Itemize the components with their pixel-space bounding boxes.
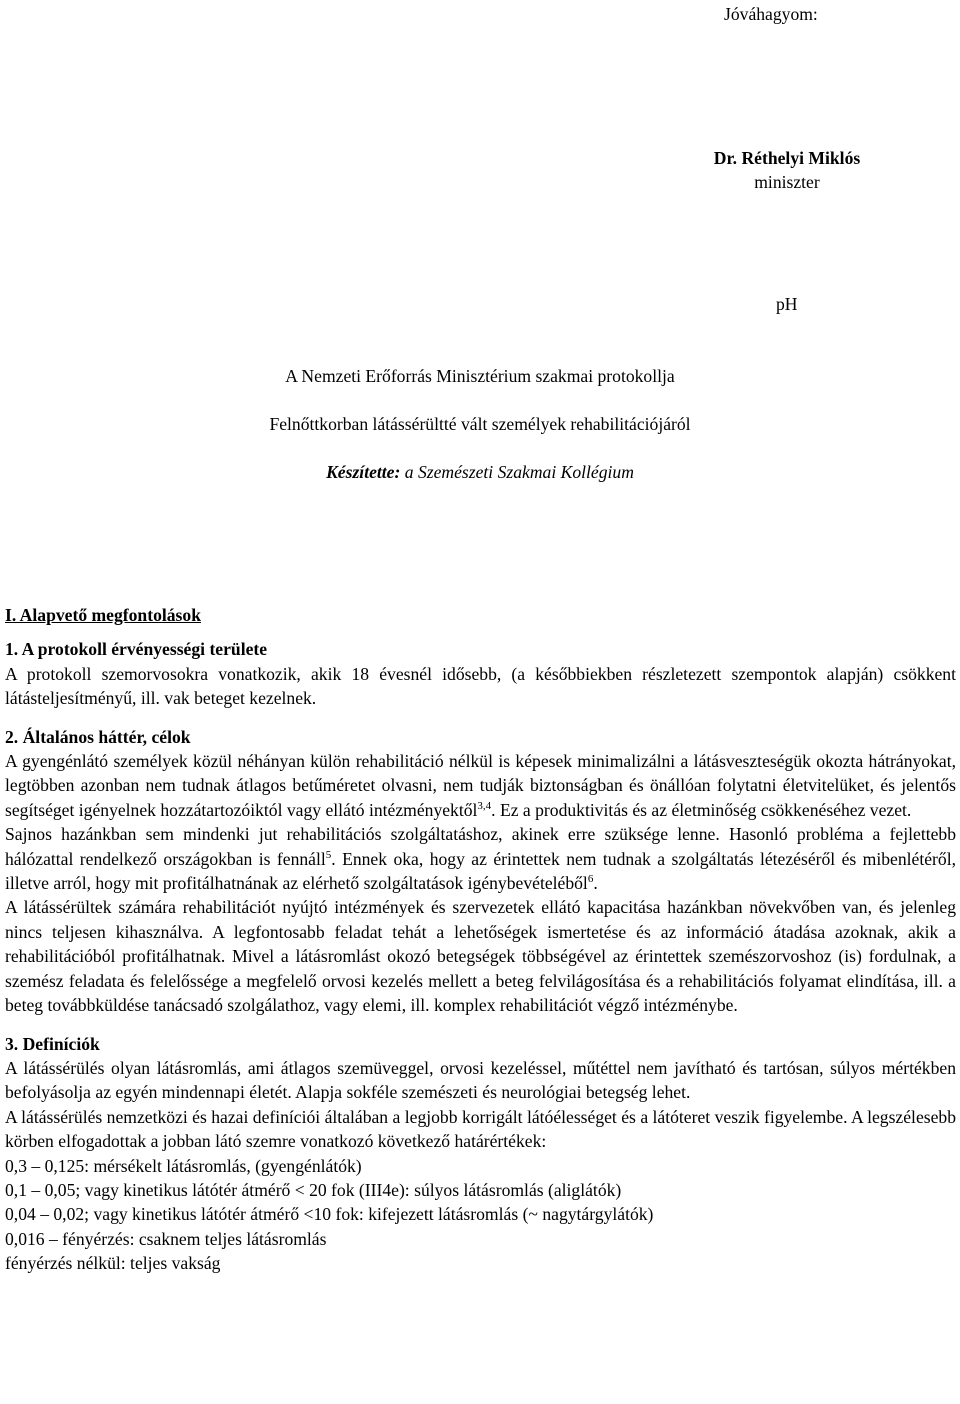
paragraph-text: Sajnos hazánkban sem mindenki jut rehabilitációs szolgáltatáshoz, akinek erre szüksége lenne. Hasonló probléma a fejlettebb hálózattal rendelkező országokban is fennáll [5,824,956,869]
section-heading: 1. A protokoll érvényességi területe [5,639,268,660]
footnote-ref: 6 [587,873,594,886]
paragraph-text: A gyengénlátó személyek közül néhányan külön rehabilitáció nélkül is képesek minimalizálni a látásveszteségük okozta hátrányokat, legtöbben azonban nem tudnak átlagos betűméretet olvasni, nem tudják biztonságban és önállóan folytatni életvitelüket, és jelentős segítséget igényelnek hozzátartozóiktól vagy ellátó intézményektől [5,751,956,820]
section-scope [5,637,956,710]
section-heading: 2. Általános háttér, célok [5,726,191,747]
paragraph: A látássérültek számára rehabilitációt nyújtó intézmények és szervezetek ellátó kapacitása hazánkban növekvőben van, és jelenleg nincs teljesen kihasználva. A legfontosabb feladat tehát a lehetőségek ismertetése és az információ átadása azoknak, akik a rehabilitációból profitálhatnak. Mivel a látásromlást okozó betegségek többségével az érintettek szemészorvoshoz (is) fordulnak, a szemész feladata és felelőssége a megfelelő orvosi kezelés mellett a beteg felvilágosítása és a rehabilitációs folyamat elindítása, ill. a beteg továbbküldése tanácsadó szolgálathoz, vagy elemi, ill. komplex rehabilitációt végző intézménybe. [5,897,956,1016]
list-item: 0,016 – fényérzés: csaknem teljes látásromlás [5,1228,327,1249]
section-background [5,725,956,1018]
signer-title: miniszter [754,172,820,193]
section-definitions [5,1032,956,1276]
footnote-ref: 3,4 [477,799,492,812]
list-item: 0,3 – 0,125: mérsékelt látásromlás, (gyengénlátók) [5,1155,362,1176]
paragraph [5,749,956,822]
document-title: A Nemzeti Erőforrás Minisztérium szakmai protokollja [285,366,675,386]
author-label: Készítette: [326,462,401,482]
paragraph [5,822,956,895]
footnote-ref: 5 [325,848,332,861]
document-subtitle: Felnőttkorban látássérültté vált személyek rehabilitációjáról [269,414,691,434]
paragraph: A látássérülés olyan látásromlás, ami átlagos szemüveggel, orvosi kezeléssel, műtéttel nem javítható és tartósan, súlyos mértékben befolyásolja az egyén mindennapi életét. Alapja sokféle szemészeti és neurológiai betegség lehet. [5,1057,956,1103]
signer-name: Dr. Réthelyi Miklós [713,148,861,168]
paragraph-text: . [593,873,598,894]
signature-block [660,146,914,195]
document-title-block [0,364,960,484]
chapter-title: I. Alapvető megfontolások [5,605,201,625]
list-item: fényérzés nélkül: teljes vakság [5,1253,221,1274]
paragraph-text: . Ez a produktivitás és az életminőség csökkenéséhez vezet. [491,799,912,820]
document-body [5,603,956,1290]
document-author [0,460,960,484]
author-value: a Szemészeti Szakmai Kollégium [404,462,634,482]
list-item: 0,1 – 0,05; vagy kinetikus látótér átmérő < 20 fok (III4e): súlyos látásromlás (aliglátók) [5,1179,622,1200]
section-heading: 3. Definíciók [5,1033,100,1054]
list-item: 0,04 – 0,02; vagy kinetikus látótér átmérő <10 fok: kifejezett látásromlás (~ nagytárgylátók) [5,1204,654,1225]
paragraph-text: . Ennek oka, hogy az érintettek nem tudnak a szolgáltatás létezéséről és mibenlétéről, illetve arról, hogy mit profitálhatnának az elérhető szolgáltatások igénybevételéből [5,848,956,894]
approval-label: Jóváhagyom: [724,4,818,24]
paragraph: A látássérülés nemzetközi és hazai definíciói általában a legjobb korrigált látóélességet és a látóteret veszik figyelembe. A legszélesebb körben elfogadottak a jobban látó szemre vonatkozó következő határértékek: [5,1106,956,1152]
paragraph: A protokoll szemorvosokra vonatkozik, akik 18 évesnél idősebb, (a későbbiekben részletezett szempontok alapján) csökkent látásteljesítményű, ill. vak beteget kezelnek. [5,663,956,709]
seal-mark: pH [776,294,798,314]
